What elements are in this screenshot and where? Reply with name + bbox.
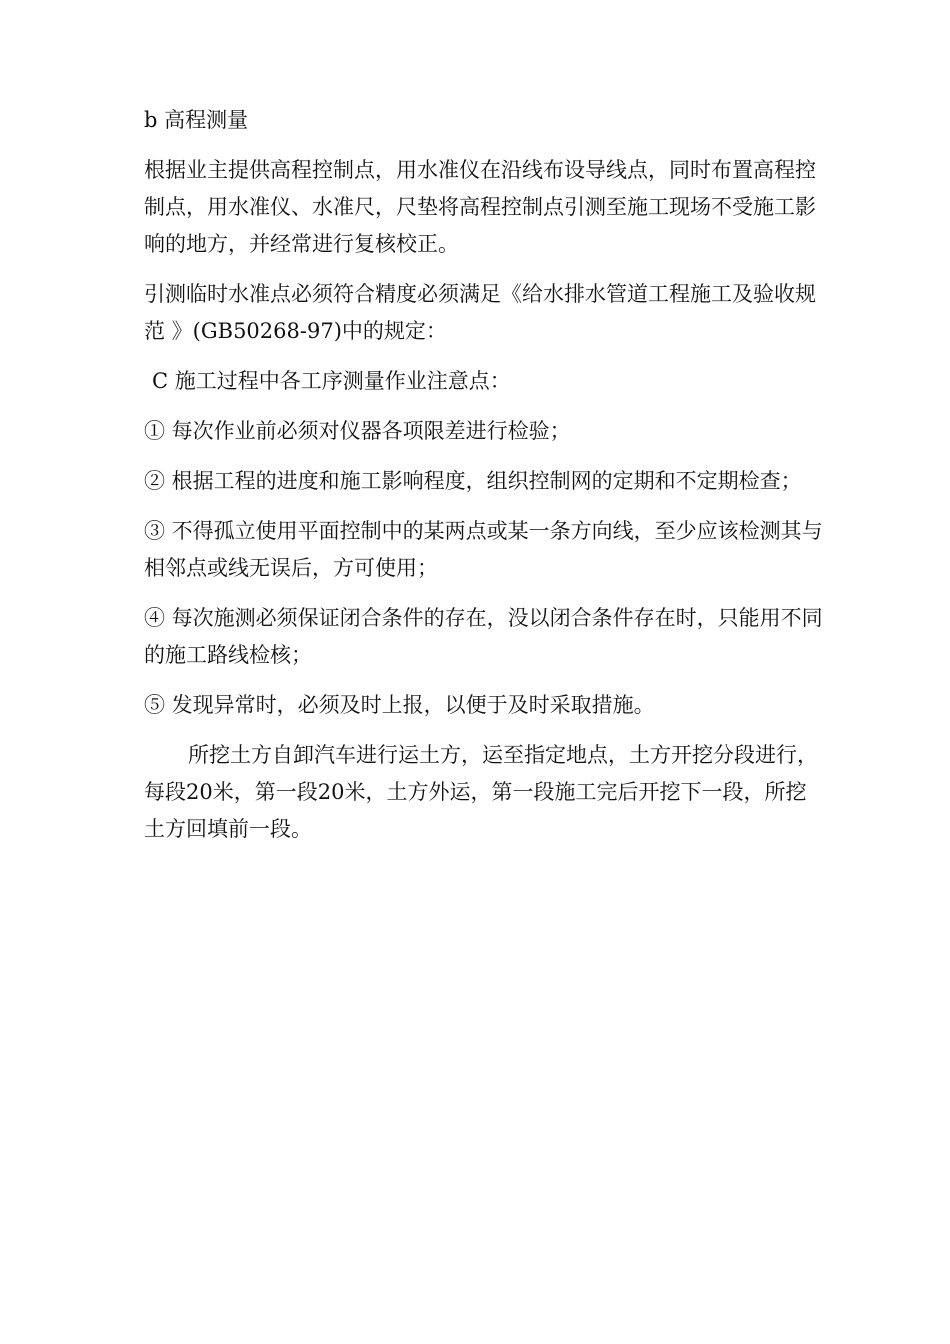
paragraph-elevation-control: 根据业主提供高程控制点，用水准仪在沿线布设导线点，同时布置高程控制点，用水准仪、水准尺，尺垫将高程控制点引测至施工现场不受施工影响的地方，并经常进行复核校正。 [144,158,816,256]
list-item-note-2: ② 根据工程的进度和施工影响程度，组织控制网的定期和不定期检查； [144,469,802,493]
list-item-note-3: ③ 不得孤立使用平面控制中的某两点或某一条方向线，至少应该检测其与相邻点或线无误后，方可使用； [144,519,823,580]
section-heading-survey-notes: C 施工过程中各工序测量作业注意点： [152,369,511,393]
list-item-note-4: ④ 每次施测必须保证闭合条件的存在，没以闭合条件存在时，只能用不同的施工路线检核； [144,606,823,667]
document-body [144,102,824,861]
section-heading-elevation-survey: b 高程测量 [144,108,249,132]
list-item-note-5: ⑤ 发现异常时，必须及时上报，以便于及时采取措施。 [144,693,655,717]
paragraph-earthwork: 所挖土方自卸汽车进行运土方，运至指定地点，土方开挖分段进行，每段20米，第一段20米，土方外运，第一段施工完后开挖下一段，所挖土方回填前一段。 [144,743,818,841]
list-item-note-1: ① 每次作业前必须对仪器各项限差进行检验； [144,419,571,443]
paragraph-benchmark-precision: 引测临时水准点必须符合精度必须满足《给水排水管道工程施工及验收规范 》(GB50268-97)中的规定： [144,282,816,343]
